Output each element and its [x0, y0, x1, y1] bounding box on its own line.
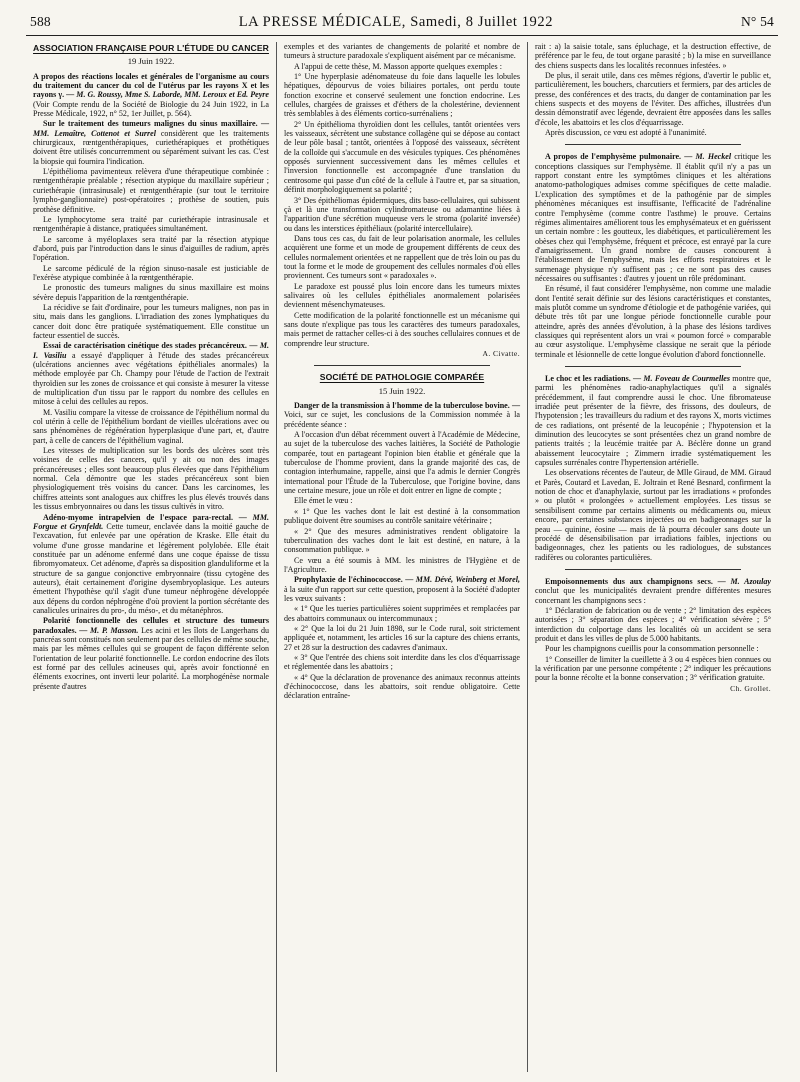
paragraph: « 1° Que les vaches dont le lait est destiné à la consommation publique doivent être soumises au contrôle sanitaire vétérinaire ; [284, 506, 520, 526]
column-3 [527, 42, 778, 1072]
article-paragraph [284, 575, 520, 603]
article-paragraph [33, 616, 269, 691]
article-text: critique les conceptions classiques sur l'emphysème. Il établit qu'il n'y a pas un rapport constant entre les symptômes cliniques et les altérations anatomo-pathologiques admises comme spécifiques de cette maladie. L'explication des symptômes et de la pathogénie par de simples phénomènes mécaniques est insuffisante, l'efficacité de l'adrénaline contre l'emphysème (comme contre l'asthme) le prouve. Certains régimes alimentaires améliorent tous les emphysémateux et en guérissent un certain nombre : les goutteux, les diabétiques, et particulièrement les obèses chez qui l'emphysème, fréquent et précoce, est enrayé par la cure d'amaigrissement. Un grand nombre de causes concourent à l'établissement de l'emphysème, mais les efforts respiratoires et le surmenage physique n'y suffisent pas ; ce ne sont pas des causes nécessaires ou suffisantes : d'autres y jouent un rôle prédominant. [535, 152, 771, 283]
article-text: a essayé d'appliquer à l'étude des stades précancéreux (ulcérations anciennes avec végétations épithéliales anormales) la méthode employée par Ch. Champy pour l'étude de l'action de l'extrait thyroïdien sur les zones de croissance et qui consiste à mesurer la vitesse de multiplication d'un tissu par le rapport du nombre des cellules en mitose à celui des cellules au repos. [33, 350, 269, 407]
article-title: Empoisonnements dus aux champignons secs. — [545, 576, 726, 586]
text-columns [26, 42, 778, 1072]
paragraph: Elle émet le vœu : [294, 496, 353, 506]
article-text: à la suite d'un rapport sur cette question, proposent à la Société d'adopter les vœux suivants : [284, 584, 520, 603]
paragraph: « 3° Que l'entrée des chiens soit interdite dans les clos d'équarrissage et réglementée dans les abattoirs ; [284, 652, 520, 672]
paragraph: rait : a) la saisie totale, sans épluchage, et la destruction effective, de préférence par le feu, de tout organe parasité ; b) la mise en surveillance des chiens suspects dans les localités reconnues infestées. » [535, 42, 771, 70]
article-title: Adéno-myome intrapelvien de l'espace para-rectal. — [43, 512, 247, 522]
article-title: Polarité fonctionnelle des cellules et structure des tumeurs paradoxales. — [33, 616, 269, 635]
paragraph: Ce vœu a été soumis à MM. les ministres de l'Hygiène et de l'Agriculture. [284, 555, 520, 574]
article-paragraph [284, 401, 520, 429]
paragraph: Le sarcome pédiculé de la région sinuso-nasale est justiciable de l'exérèse atypique combinée à la rœntgenthérapie. [33, 263, 269, 282]
paragraph: « 4° Que la déclaration de provenance des animaux reconnus atteints d'échinococcose, dans les abattoirs, soit rendue obligatoire. Cette déclaration entraîne- [284, 672, 520, 701]
paragraph: En résumé, il faut considérer l'emphysème, non comme une maladie dont l'entité serait définie sur des lésions caractéristiques et constantes, mais plutôt comme un syndrome d'étiologie et de pathogénie variées, qui débute très tôt par une longue période fonctionnelle curable pour atteindre, après des années d'évolution, à la phase des lésions tardives classiques qui représentent alors un vrai « poumon forcé » comparable au cœur asystolique. L'emphysème classique ne serait que la période terminale et lésionnelle de cette longue évolution d'abord fonctionnelle. [535, 284, 771, 359]
article-text: (Voir Compte rendu de la Société de Biologie du 24 Juin 1922, in La Presse Médicale, 1922, n° 52, 1er Juillet, p. 564). [33, 99, 269, 119]
paragraph: 2° Un épithélioma thyroïdien dont les cellules, tantôt orientées vers les vaisseaux, sécrètent une substance collagène qui se dépose au contact de leur pôle basal ; tantôt, orientées à l'opposé des vaisseaux, sécrètent de la colloïde qui s'accumule en des vésicules typiques. Ces phénomènes opposés surviennent successivement dans les mêmes cellules et l'inversion fonctionnelle est accompagnée d'une translation du centrosome qui passe d'un côté de la cellule à l'autre et, par sa situation, définit morphologiquement sa polarité ; [284, 119, 520, 195]
section-divider [565, 569, 741, 570]
author-signature: A. Civatte. [482, 349, 520, 358]
article-text: Cette tumeur, enclavée dans la moitié gauche de l'excavation, fut enlevée par une opération de Kraske. Elle était du volume d'une grosse mandarine et légèrement polylobée. Elle était constituée par un adénome enfermé dans une coque épaisse de tissu fibromyomateux. Cet adénome, d'après sa disposition glanduliforme et la structure de sa gangue conjonctive embryonnaire (tissu cytogène des auteurs), était certainement d'origine dysembryoplasique. Les auteurs émettent l'hypothèse qu'il s'agit d'une tumeur néphrogène développée aux dépens du cordon néphrogène d'où provient la portion sécrétante des canalicules urinaires du pro-, du méso-, et du métanéphros. [33, 521, 269, 615]
article-title: Danger de la transmission à l'homme de la tuberculose bovine. — [294, 401, 520, 411]
column-2 [276, 42, 527, 1072]
article-title: Prophylaxie de l'échinococcose. — [294, 575, 414, 585]
article-authors: M. Azoulay [730, 576, 771, 586]
paragraph: exemples et des variantes de changements de polarité et nombre de tumeurs à structure paradoxale s'expliquent aisément par ce mécanisme. [284, 42, 520, 61]
paragraph: Le sarcome à myéloplaxes sera traité par la résection atypique d'abord, puis par l'introduction dans le sinus d'aiguilles de radium, après l'opération. [33, 234, 269, 263]
paragraph: A l'appui de cette thèse, M. Masson apporte quelques exemples : [294, 61, 502, 71]
paragraph: Pour les champignons cueillis pour la consommation personnelle : [545, 644, 759, 654]
paragraph: Les vitesses de multiplication sur les bords des ulcères sont très voisines de celles des cancers, qu'il y ait ou non des images précancéreuses ; elles sont beaucoup plus élevées que dans l'épithélium normal. Cela démontre que les stades précancéreux sont bien physiologiquement très voisins du cancer. Dans les carcinomes, les chiffres atteints sont analogues aux chiffres les plus élevés trouvés dans les tissus embryonnaires ou dans les tissus cultivés in vitro. [33, 446, 269, 512]
paragraph: De plus, il serait utile, dans ces mêmes régions, d'avertir le public et, particulièrement, les bouchers, charcutiers et fermiers, par des articles de presse, des conférences et des tracts, du danger de contamination par les chiens suspects et des moyens de l'éviter. Des affiches, illustrées d'un dessin démonstratif avec légende, devraient être apposées dans les salles d'école, les abattoirs et les clos d'équarrissage. [535, 71, 771, 127]
article-paragraph [33, 72, 269, 119]
article-authors: M. I. Vasiliu [33, 341, 269, 360]
article-text: Les acini et les îlots de Langerhans du pancréas sont constitués non seulement par des cellules de même souche, mais par les mêmes cellules qui se groupent de façon différente selon l'orientation de leur polarité fonctionnelle. Le cordon endocrine des îlots est formé par des cellules acineuses qui, après avoir fonctionné en éléments exocrines, ont inverti leur polarité. La morphogénèse normale présente d'autres [33, 625, 269, 691]
article-text: considèrent que les traitements chirurgicaux, rœntgenthérapiques, curiethérapiques et prothétiques doivent être utilisés concurremment ou séparément suivant les cas. C'est la biopsie qui fournira l'indication. [33, 128, 270, 166]
section-date: 19 Juin 1922. [127, 56, 175, 67]
article-title: Le choc et les radiations. — [545, 374, 642, 383]
page-header [26, 14, 778, 36]
article-paragraph [33, 341, 269, 406]
section-divider [565, 366, 741, 367]
section-divider [565, 144, 741, 145]
article-title: A propos de l'emphysème pulmonaire. — [545, 152, 693, 162]
paragraph: Après discussion, ce vœu est adopté à l'unanimité. [545, 128, 707, 138]
paragraph: 1° Conseiller de limiter la cueillette à 3 ou 4 espèces bien connues ou la vérification par une personne compétente ; 2° indiquer les précautions pour la bonne récolte et la bonne conservation ; 3° vérification gratuite. [535, 654, 771, 683]
section-divider [314, 365, 490, 366]
page-number: 588 [30, 14, 51, 29]
article-authors: MM. Lemaître, Cottenot et Surrel [33, 128, 156, 138]
article-authors: M. Foveau de Courmelles [643, 374, 731, 383]
author-signature: Ch. Grollet. [730, 683, 771, 693]
article-title: A propos des réactions locales et générales de l'organisme au cours du traitement du cancer du col de l'utérus par les rayons X et les rayons γ. — [33, 71, 269, 100]
article-authors: M. G. Roussy, Mme S. Laborde, MM. Leroux et Ed. Peyre [76, 90, 270, 100]
paragraph: Cette modification de la polarité fonctionnelle est un mécanisme qui sans doute n'explique pas tous les caractères des tumeurs paradoxales, mais permet de rattacher celles-ci à des souches cellulaires connues et de comprendre leur structure. [284, 310, 520, 348]
section-title: SOCIÉTÉ DE PATHOLOGIE COMPARÉE [319, 372, 485, 383]
article-title: Essai de caractérisation cinétique des stades précancéreux. — [43, 341, 258, 351]
paragraph: L'épithélioma pavimenteux relèvera d'une thérapeutique combinée : rœntgenthérapie préalable ; résection atypique du maxillaire supérieur ; curiethérapie (intrasinusale) et rœntgenthérapie (sur tout le territoire lympho-ganglionnaire) post-opératoires ; prothèse de soutien, puis prothèse définitive. [33, 167, 269, 214]
article-text: Voici, sur ce sujet, les conclusions de la Commission nommée à la précédente séance : [284, 410, 520, 429]
article-paragraph [535, 152, 771, 283]
article-title: Sur le traitement des tumeurs malignes du sinus maxillaire. — [43, 119, 269, 129]
article-text: montre que, parmi les phénomènes radio-anaphylactiques qu'il a signalés précédemment, il faut comprendre aussi le choc. Une fibromateuse irradiée peut présenter de la fièvre, des frissons, des douleurs, de l'hypotension ; les travailleurs du radium et des rayons X, morts victimes de ces radiations, ont présenté de la leucopénie ; l'hypotension et la diminution des leucocytes se sont présentées chez un grand nombre de patients traités ; la leucémie traitée par A. Béclère donne un grand abaissement leucocytaire ; Zimmern irradie systématiquement les capsules surrénales contre l'hypertension artérielle. [535, 374, 771, 468]
paragraph: Le paradoxe est poussé plus loin encore dans les tumeurs mixtes salivaires où les cellules épithéliales anormalement polarisées deviennent mésenchymateuses. [284, 281, 520, 310]
article-paragraph [535, 577, 771, 605]
article-authors: M. Heckel [695, 152, 732, 162]
article-paragraph [33, 513, 269, 616]
paragraph: 3° Des épithéliomas épidermiques, dits baso-cellulaires, qui subissent çà et là une transformation cylindromateuse ou adamantine liées à l'apparition d'une sécrétion muqueuse vers le stroma (polarité inversée) ou dans les interstices épithéliaux (polarité intercellulaire). [284, 195, 520, 233]
column-1 [26, 42, 276, 1072]
article-paragraph [535, 374, 771, 467]
paragraph: « 2° Que des mesures administratives rendent obligatoire la tuberculination des vaches dont le lait est destiné, en nature, à la consommation publique. » [284, 526, 520, 555]
paragraph: Le lymphocytome sera traité par curiethérapie intrasinusale et rœntgenthérapie à distance, pratiquées simultanément. [33, 214, 269, 234]
paragraph: « 1° Que les tueries particulières soient supprimées et remplacées par des abattoirs communaux ou intercommunaux ; [284, 604, 520, 623]
section-date: 15 Juin 1922. [378, 385, 426, 396]
issue-number: N° 54 [740, 14, 774, 29]
article-authors: M. P. Masson. [90, 625, 139, 635]
article-paragraph [33, 119, 269, 166]
paragraph: 1° Déclaration de fabrication ou de vente ; 2° limitation des espèces autorisées ; 3° séparation des espèces ; 4° vérification sévère ; 5° interdiction du colportage dans les localités où un accident se sera produit et dans les villes de plus de 5.000 habitants. [535, 605, 771, 643]
paragraph: « 2° Que la loi du 21 Juin 1898, sur le Code rural, soit strictement appliquée et, notamment, les articles 16 sur la capture des chiens errants, 27 et 28 sur la destruction des cadavres d'animaux. [284, 623, 520, 652]
journal-title: LA PRESSE MÉDICALE, Samedi, 8 Juillet 1922 [238, 14, 554, 30]
paragraph: 1° Une hyperplasie adénomateuse du foie dans laquelle les lobules hépatiques, dépourvus de voies biliaires portales, ont perdu toute fonction exocrine et conservé seulement une fonction endocrine. Les cellules, chargées de graisses et d'éthers de la cholestérine, deviennent très semblables à des éléments cortico-surrénaliens ; [284, 72, 520, 119]
article-authors: MM. Dévé, Weinberg et Morel, [415, 575, 520, 585]
article-authors: MM. Forgue et Grynfeldt. [33, 512, 269, 531]
paragraph: Le pronostic des tumeurs malignes du sinus maxillaire est moins sévère depuis l'apparition de la rœntgenthérapie. [33, 283, 269, 302]
section-title: ASSOCIATION FRANÇAISE POUR L'ÉTUDE DU CANCER [33, 43, 269, 53]
paragraph: La récidive se fait d'ordinaire, pour les tumeurs malignes, non pas in situ, mais dans les ganglions. L'irradiation des zones lymphatiques du cancer doit donc être pratiquée systématiquement. Elle constitue un facteur essentiel de succès. [33, 302, 269, 340]
paragraph: M. Vasiliu compare la vitesse de croissance de l'épithélium normal du col utérin à celle de l'épithélium bordant de vieilles ulcérations avec ou sans phénomènes de régénération hyperplasique d'une part, et, d'autre part, à celle de cancers de l'épithélium vaginal. [33, 407, 269, 445]
paragraph: Les observations récentes de l'auteur, de Mlle Giraud, de MM. Giraud et Parès, Coutard et Lavedan, E. Joltrain et René Besnard, confirment la notion de choc et d'anaphylaxie, surtout par les irradiations « profondes » ou plutôt « prolongées » actuellement employées. Les tissus se sensibilisent comme par certains aliments ou médicaments ou, mieux encore, par certaines substances injectées ou en badigeonnages sur la peau — quinine, éosine — mais de là pourra découler sans doute un procédé de désensibilisation par irradiations faibles, injections ou badigeonnages, chez les patients ou les radiologues, de substances radifères ou colorantes particulières. [535, 468, 771, 562]
paragraph: Dans tous ces cas, du fait de leur polarisation anormale, les cellules acquièrent une forme et un mode de groupement différents de ceux des cellules normalement orientées et ne rappellent que de très loin ou pas du tout la forme et le mode de groupement des cellules normales d'où elles proviennent. Ces tumeurs sont « paradoxales ». [284, 233, 520, 281]
article-text: conclut que les municipalités devraient prendre différentes mesures concernant les champignons secs : [535, 586, 771, 605]
paragraph: A l'occasion d'un débat récemment ouvert à l'Académie de Médecine, au sujet de la tuberculose des vaches laitières, la Société de Pathologie comparée, tout en partageant l'opinion bien établie et générale que la tuberculose de l'homme provient, dans la grande majorité des cas, de contagion interhumaine, rappelle, ainsi que l'a admis le dernier Congrès international pour l'Étude de la Tuberculose, que l'origine bovine, dans une certaine mesure, joue un rôle et doit entrer en ligne de compte ; [284, 430, 520, 496]
